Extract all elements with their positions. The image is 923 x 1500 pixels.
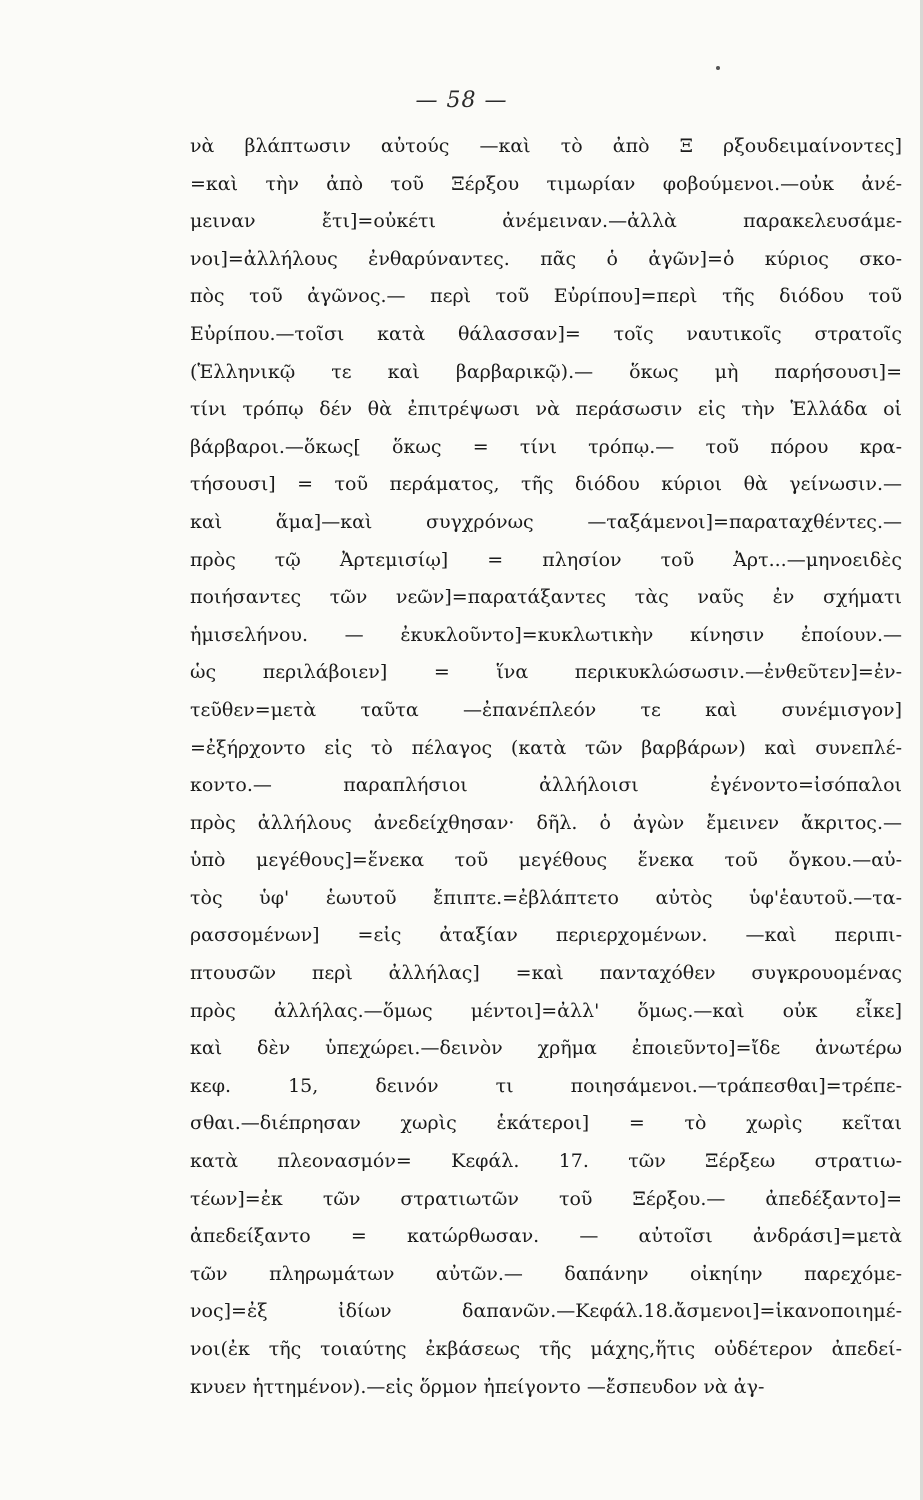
text-line: πτουσῶν περὶ ἀλλήλας] =καὶ πανταχόθεν συγκρουομένας bbox=[190, 962, 902, 985]
text-line: μειναν ἔτι]=οὐκέτι ἀνέμειναν.—ἀλλὰ παρακελευσάμε- bbox=[190, 210, 902, 233]
text-line: τὸς ὑφ' ἑωυτοῦ ἔπιπτε.=ἐβλάπτετο αὐτὸς ὑφ'ἑαυτοῦ.—τα- bbox=[190, 886, 902, 909]
text-line: πρὸς τῷ Ἀρτεμισίῳ] = πλησίον τοῦ Ἀρτ...—μηνοειδὲς bbox=[190, 548, 902, 571]
text-line: νὰ βλάπτωσιν αὐτούς —καὶ τὸ ἀπὸ Ξ ρξουδειμαίνοντες] bbox=[190, 135, 902, 157]
text-line: τίνι τρόπῳ δέν θὰ ἐπιτρέψωσι νὰ περάσωσιν εἰς τὴν Ἑλλάδα οἱ bbox=[190, 398, 902, 421]
text-line: καὶ ἅμα]—καὶ συγχρόνως —ταξάμενοι]=παραταχθέντες.— bbox=[190, 510, 902, 533]
text-line: ἀπεδείξαντο = κατώρθωσαν. — αὐτοῖσι ἀνδράσι]=μετὰ bbox=[190, 1225, 902, 1248]
text-line: ὑπὸ μεγέθους]=ἕνεκα τοῦ μεγέθους ἕνεκα τοῦ ὄγκου.—αὐ- bbox=[190, 849, 902, 872]
text-line: τῶν πληρωμάτων αὐτῶν.— δαπάνην οἰκηίην παρεχόμε- bbox=[190, 1262, 902, 1285]
ink-speck bbox=[716, 66, 720, 70]
page-number: — 58 — bbox=[415, 88, 508, 113]
text-line: βάρβαροι.—ὅκως[ ὅκως = τίνι τρόπῳ.— τοῦ πόρου κρα- bbox=[190, 435, 902, 458]
text-line: κεφ. 15, δεινόν τι ποιησάμενοι.—τράπεσθαι]=τρέπε- bbox=[190, 1074, 902, 1097]
text-line: ποιήσαντες τῶν νεῶν]=παρατάξαντες τὰς ναῦς ἐν σχήματι bbox=[190, 586, 902, 609]
text-line: =ἐξήρχοντο εἰς τὸ πέλαγος (κατὰ τῶν βαρβάρων) καὶ συνεπλέ- bbox=[190, 736, 902, 759]
text-line: πρὸς ἀλλήλους ἀνεδείχθησαν· δῆλ. ὁ ἀγὼν ἔμεινεν ἄκριτος.— bbox=[190, 811, 902, 834]
text-line: Εὐρίπου.—τοῖσι κατὰ θάλασσαν]= τοῖς ναυτικοῖς στρατοῖς bbox=[190, 322, 902, 345]
text-line: κνυεν ἡττημένον).—εἰς ὅρμον ἠπείγοντο —ἔσπευδον νὰ ἀγ- bbox=[190, 1375, 765, 1398]
text-line: =καὶ τὴν ἀπὸ τοῦ Ξέρξου τιμωρίαν φοβούμενοι.—οὐκ ἀνέ- bbox=[190, 172, 902, 195]
text-line: σθαι.—διέπρησαν χωρὶς ἑκάτεροι] = τὸ χωρὶς κεῖται bbox=[190, 1112, 902, 1135]
text-line: ἡμισελήνου. — ἐκυκλοῦντο]=κυκλωτικὴν κίνησιν ἐποίουν.— bbox=[190, 623, 902, 646]
text-line: πὸς τοῦ ἀγῶνος.— περὶ τοῦ Εὐρίπου]=περὶ τῆς διόδου τοῦ bbox=[190, 285, 902, 308]
text-line: τεῦθεν=μετὰ ταῦτα —ἐπανέπλεόν τε καὶ συνέμισγον] bbox=[190, 698, 902, 721]
text-line: (Ἑλληνικῷ τε καὶ βαρβαρικῷ).— ὅκως μὴ παρήσουσι]= bbox=[190, 360, 902, 383]
text-line: ὡς περιλάβοιεν] = ἵνα περικυκλώσωσιν.—ἐνθεῦτεν]=ἐν- bbox=[190, 661, 902, 684]
text-line: ρασσομένων] =εἰς ἀταξίαν περιερχομένων. —καὶ περιπι- bbox=[190, 924, 902, 947]
text-line: καὶ δὲν ὑπεχώρει.—δεινὸν χρῆμα ἐποιεῦντο]=ἴδε ἀνωτέρω bbox=[190, 1037, 902, 1060]
text-line: κοντο.— παραπλήσιοι ἀλλήλοισι ἐγένοντο=ἰσόπαλοι bbox=[190, 774, 902, 797]
text-line: πρὸς ἀλλήλας.—ὅμως μέντοι]=ἀλλ' ὅμως.—καὶ οὐκ εἶκε] bbox=[190, 999, 902, 1022]
text-line: τήσουσι] = τοῦ περάματος, τῆς διόδου κύριοι θὰ γείνωσιν.— bbox=[190, 473, 902, 496]
text-line: κατὰ πλεονασμόν= Κεφάλ. 17. τῶν Ξέρξεω στρατιω- bbox=[190, 1150, 902, 1173]
text-line: νοι(ἐκ τῆς τοιαύτης ἐκβάσεως τῆς μάχης,ἥτις οὐδέτερον ἀπεδεί- bbox=[190, 1338, 902, 1360]
body-text bbox=[190, 128, 902, 1406]
text-line: τέων]=ἐκ τῶν στρατιωτῶν τοῦ Ξέρξου.— ἀπεδέξαντο]= bbox=[190, 1187, 902, 1210]
text-line: νοι]=ἀλλήλους ἐνθαρύναντες. πᾶς ὁ ἀγῶν]=ὁ κύριος σκο- bbox=[190, 247, 902, 270]
text-line: νος]=ἐξ ἰδίων δαπανῶν.—Κεφάλ.18.ἄσμενοι]=ἱκανοποιημέ- bbox=[190, 1300, 902, 1323]
